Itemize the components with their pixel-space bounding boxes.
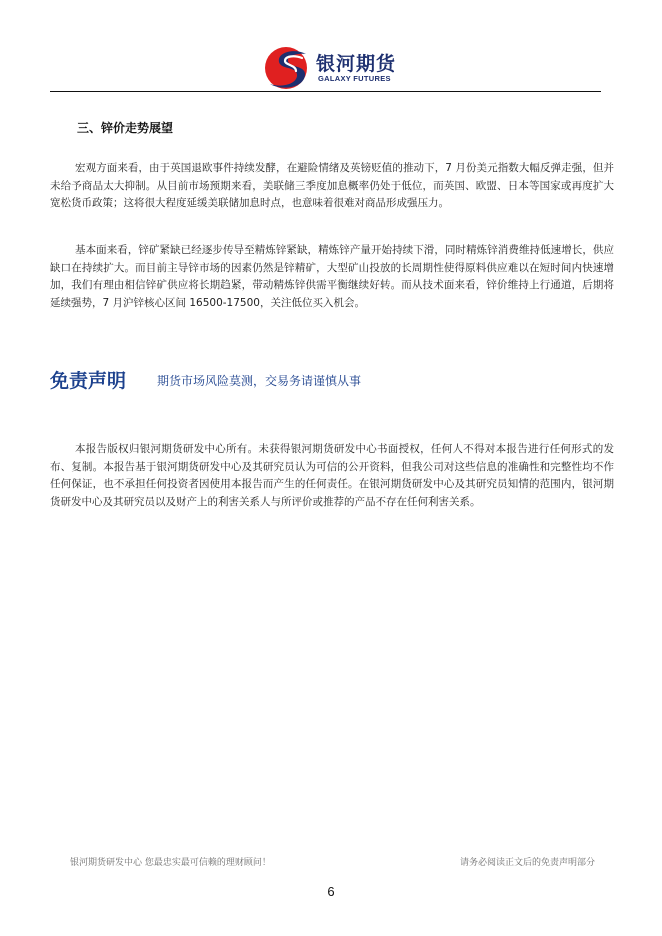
disclaimer-body: 本报告版权归银河期货研发中心所有。未获得银河期货研发中心书面授权，任何人不得对本报告进行任何形式的发布、复制。本报告基于银河期货研发中心及其研究员认为可信的公开资料，但我公司对这些信息的准确性和完整性均不作任何保证，也不承担任何投资者因使用本报告而产生的任何责任。在银河期货研发中心及其研究员知情的范围内，银河期货研发中心及其研究员以及财产上的利害关系人与所评价或推荐的产品不存在任何利害关系。 <box>50 443 614 508</box>
section-title: 三、锌价走势展望 <box>77 121 174 135</box>
fundamentals-paragraph: 基本面来看，锌矿紧缺已经逐步传导至精炼锌紧缺，精炼锌产量开始持续下滑，同时精炼锌消费维持低速增长，供应缺口在持续扩大。而目前主导锌市场的因素仍然是锌精矿，大型矿山投放的长周期性使得原料供应难以在短时间内快速增加，我们有理由相信锌矿供应将长期趋紧，带动精炼锌供需平衡继续好转。而从技术面来看，锌价维持上行通道，后期将延续强势，7 月沪锌核心区间 16500-17500，关注低位买入机会。 <box>50 244 614 309</box>
footer-right-text: 请务必阅读正文后的免责声明部分 <box>459 858 595 868</box>
macro-paragraph: 宏观方面来看，由于英国退欧事件持续发酵，在避险情绪及英镑贬值的推动下，7 月份美元指数大幅反弹走强，但并未给予商品太大抑制。从目前市场预期来看，美联储三季度加息概率仍处于低位，而英国、欧盟、日本等国家或再度扩大宽松货币政策；这将很大程度延缓美联储加息时点，也意味着很难对商品形成强压力。 <box>50 162 614 210</box>
page-header <box>0 0 662 94</box>
galaxy-futures-logo <box>262 44 412 90</box>
logo-english-name: GALAXY FUTURES <box>318 74 391 83</box>
footer-left-text: 银河期货研发中心 您最忠实最可信赖的理财顾问！ <box>70 858 271 868</box>
page-number: 6 <box>327 884 335 899</box>
header-divider <box>50 91 601 92</box>
galaxy-swirl-logo-icon <box>262 44 312 90</box>
disclaimer-heading: 免责声明 <box>50 370 127 392</box>
logo-chinese-name: 银河期货 <box>316 53 397 75</box>
disclaimer-subheading: 期货市场风险莫测，交易务请谨慎从事 <box>157 374 362 388</box>
